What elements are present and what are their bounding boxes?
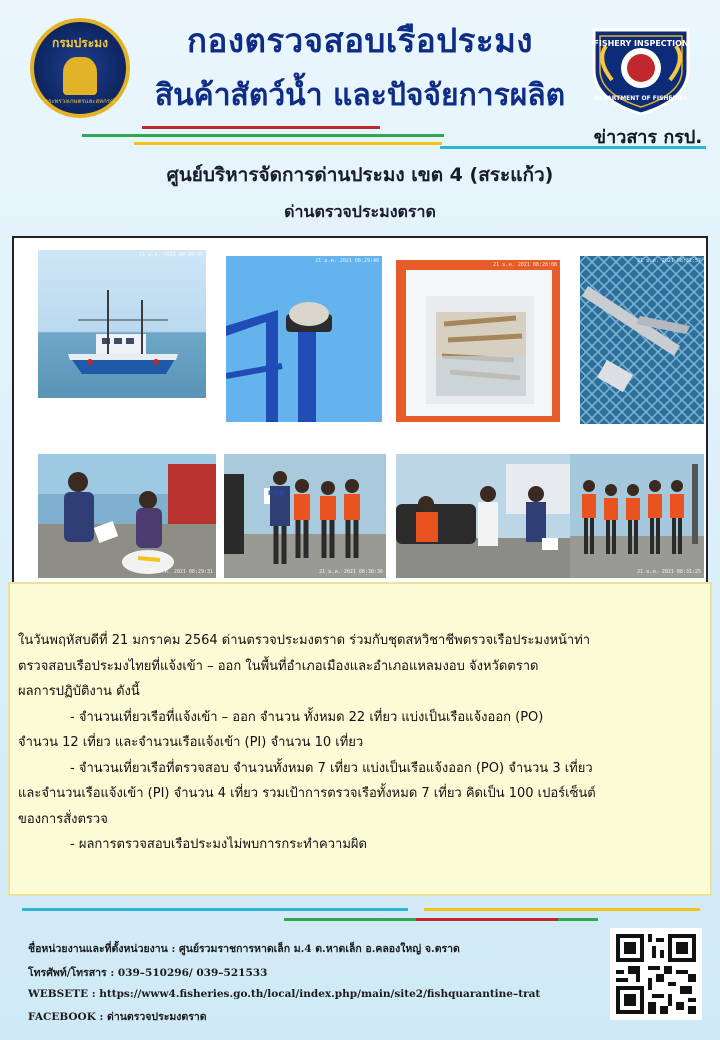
photo-inspector-documents <box>38 454 216 578</box>
photo-collage <box>12 236 708 610</box>
footer-facebook[interactable]: FACEBOOK : ด่านตรวจประมงตราด <box>28 1011 207 1023</box>
page-subtitle: สินค้าสัตว์น้ำ และปัจจัยการผลิต <box>154 78 566 113</box>
report-paragraph: ตรวจสอบเรือประมงไทยที่แจ้งเข้า – ออก ในพื้นที่อำเภอเมืองและอำเภอแหลมงอบ จังหวัดตราด <box>18 658 539 674</box>
photo-crew-lifejackets <box>570 454 704 578</box>
photo-timestamp: 21 ม.ค. 2021 08:28:08 <box>493 262 557 268</box>
decor-line-green <box>558 918 598 921</box>
photo-timestamp: 21 ม.ค. 2021 08:30:36 <box>319 568 383 575</box>
svg-text:FISHERY INSPECTION: FISHERY INSPECTION <box>593 39 689 48</box>
seal-emblem <box>63 57 97 95</box>
photo-timestamp: 21 ม.ค. 2021 08:29:31 <box>149 568 213 575</box>
logo-left-text: กรมประมง <box>52 36 108 51</box>
photo-timestamp: 21 ม.ค. 2021 08:29:29 <box>139 252 203 258</box>
decor-line-green <box>284 918 416 921</box>
report-item: - จำนวนเที่ยวเรือที่แจ้งเข้า – ออก จำนวน ทั้งหมด 22 เที่ยว แบ่งเป็นเรือแจ้งออก (PO) <box>70 709 544 725</box>
photo-vessel-inspection <box>396 454 570 578</box>
photo-vms-antenna <box>226 256 382 422</box>
report-item-continued: ของการสั่งตรวจ <box>18 811 108 827</box>
decor-line-yellow <box>424 908 700 911</box>
report-item: - จำนวนเที่ยวเรือที่ตรวจสอบ จำนวนทั้งหมด 7 เที่ยว แบ่งเป็นเรือแจ้งออก (PO) จำนวน 3 เที่ยว <box>70 760 593 776</box>
checkpoint-name: ด่านตรวจประมงตราด <box>284 202 436 221</box>
photo-timestamp: 21 ม.ค. 2021 08:31:57 <box>637 258 701 264</box>
report-text-box <box>8 582 712 896</box>
photo-net-mesh-measure <box>580 256 704 424</box>
center-name: ศูนย์บริหารจัดการด่านประมง เขต 4 (สระแก้ว) <box>166 164 554 186</box>
report-paragraph: ในวันพฤหัสบดีที่ 21 มกราคม 2564 ด่านตรวจประมงตราด ร่วมกับชุดสหวิชาชีพตรวจเรือประมงหน้าท่า <box>18 633 591 648</box>
footer-website[interactable]: WEBSETE : https://www4.fisheries.go.th/local/index.php/main/site2/fishquarantine–trat <box>28 988 541 1000</box>
photo-timestamp: 21 ม.ค. 2021 08:29:40 <box>315 258 379 264</box>
pipo-sign: PIPO <box>268 490 285 497</box>
page-title: กองตรวจสอบเรือประมง <box>187 21 533 60</box>
news-label: ข่าวสาร กรป. <box>593 127 703 148</box>
photo-fishing-boat <box>38 250 206 398</box>
photo-timestamp: 21 ม.ค. 2021 08:31:25 <box>637 568 701 575</box>
department-of-fisheries-logo <box>30 18 130 118</box>
footer-agency: ชื่อหน่วยงานและที่ตั้งหน่วยงาน : ศูนย์รวมราชการหาดเล็ก ม.4 ต.หาดเล็ก อ.คลองใหญ่ จ.ตราด <box>28 943 460 955</box>
decor-line-yellow <box>134 142 442 145</box>
footer-phone: โทรศัพท์/โทรสาร : 039–510296/ 039–521533 <box>28 967 268 979</box>
report-item-continued: และจำนวนเรือแจ้งเข้า (PI) จำนวน 4 เที่ยว รวมเป้าการตรวจเรือทั้งหมด 7 เที่ยว คิดเป็น 100 เปอร์เซ็นต์ <box>18 786 596 801</box>
report-item-continued: จำนวน 12 เที่ยว และจำนวนเรือแจ้งเข้า (PI) จำนวน 10 เที่ยว <box>18 735 364 750</box>
report-item: - ผลการตรวจสอบเรือประมงไม่พบการกระทำความผิด <box>70 837 367 852</box>
photo-catch-container <box>396 260 560 422</box>
decor-line-red <box>142 126 380 129</box>
logo-left-subtext: กระทรวงเกษตรและสหกรณ์ <box>44 98 116 106</box>
report-paragraph: ผลการปฏิบัติงาน ดังนี้ <box>18 684 140 699</box>
decor-line-red <box>416 918 558 921</box>
fishery-inspection-logo <box>586 20 696 116</box>
qr-code[interactable] <box>610 928 702 1020</box>
decor-line-cyan <box>22 908 408 911</box>
photo-crew-lineup <box>224 454 386 578</box>
decor-line-green <box>82 134 444 137</box>
svg-text:DEPARTMENT OF FISHERIES: DEPARTMENT OF FISHERIES <box>594 95 688 102</box>
